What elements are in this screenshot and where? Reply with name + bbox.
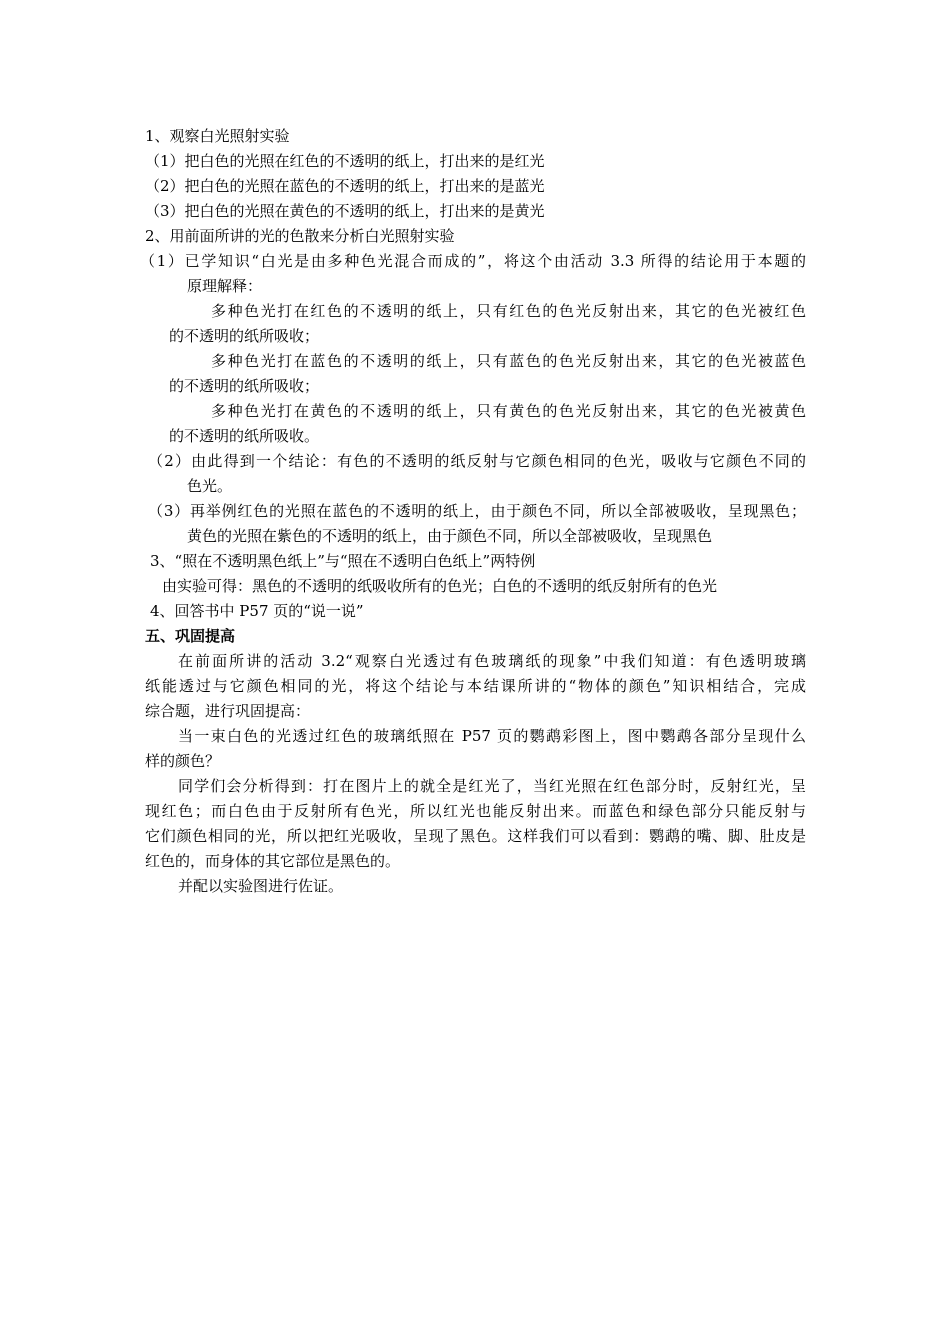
text-line: 现红色；而白色由于反射所有色光，所以红光也能反射出来。而蓝色和绿色部分只能反射与 bbox=[145, 802, 806, 820]
text-line: （3）再举例红色的光照在蓝色的不透明的纸上，由于颜色不同，所以全部被吸收，呈现黑色； bbox=[148, 502, 806, 520]
text-line: 红色的，而身体的其它部位是黑色的。 bbox=[145, 852, 401, 870]
text-line: 样的颜色？ bbox=[145, 752, 221, 770]
text-line: （3）把白色的光照在黄色的不透明的纸上，打出来的是黄光 bbox=[145, 202, 545, 220]
text-line: 并配以实验图进行佐证。 bbox=[178, 877, 344, 895]
text-line: 原理解释： bbox=[187, 277, 263, 295]
text-line: 多种色光打在蓝色的不透明的纸上，只有蓝色的色光反射出来，其它的色光被蓝色 bbox=[211, 352, 806, 370]
text-line: 的不透明的纸所吸收。 bbox=[169, 427, 320, 445]
text-line: 在前面所讲的活动 3.2“观察白光透过有色玻璃纸的现象”中我们知道：有色透明玻璃 bbox=[178, 652, 806, 670]
heading-4: 4、回答书中 P57 页的“说一说” bbox=[150, 602, 364, 620]
heading-3: 3、“照在不透明黑色纸上”与“照在不透明白色纸上”两特例 bbox=[150, 552, 536, 570]
text-line: 的不透明的纸所吸收； bbox=[169, 327, 320, 345]
text-line: 综合题，进行巩固提高： bbox=[145, 702, 311, 720]
text-line: 当一束白色的光透过红色的玻璃纸照在 P57 页的鹦鹉彩图上，图中鹦鹉各部分呈现什么 bbox=[178, 727, 806, 745]
text-line: （2）把白色的光照在蓝色的不透明的纸上，打出来的是蓝光 bbox=[145, 177, 545, 195]
text-line: 的不透明的纸所吸收； bbox=[169, 377, 320, 395]
heading-2: 2、用前面所讲的光的色散来分析白光照射实验 bbox=[145, 227, 455, 245]
heading-1: 1、观察白光照射实验 bbox=[145, 127, 290, 145]
text-line: 它们颜色相同的光，所以把红光吸收，呈现了黑色。这样我们可以看到：鹦鹉的嘴、脚、肚皮是 bbox=[145, 827, 806, 845]
text-line: 同学们会分析得到：打在图片上的就全是红光了，当红光照在红色部分时，反射红光，呈 bbox=[178, 777, 806, 795]
section-title: 五、巩固提高 bbox=[145, 627, 236, 645]
text-line: 由实验可得：黑色的不透明的纸吸收所有的色光；白色的不透明的纸反射所有的色光 bbox=[162, 577, 718, 595]
text-line: 多种色光打在黄色的不透明的纸上，只有黄色的色光反射出来，其它的色光被黄色 bbox=[211, 402, 806, 420]
text-line: 多种色光打在红色的不透明的纸上，只有红色的色光反射出来，其它的色光被红色 bbox=[211, 302, 806, 320]
text-line: （1）把白色的光照在红色的不透明的纸上，打出来的是红光 bbox=[145, 152, 545, 170]
text-line: 纸能透过与它颜色相同的光，将这个结论与本结课所讲的“物体的颜色”知识相结合，完成 bbox=[145, 677, 806, 695]
text-line: 色光。 bbox=[187, 477, 233, 495]
text-line: 黄色的光照在紫色的不透明的纸上，由于颜色不同，所以全部被吸收，呈现黑色 bbox=[187, 527, 713, 545]
text-line: （2）由此得到一个结论：有色的不透明的纸反射与它颜色相同的色光，吸收与它颜色不同的 bbox=[148, 452, 806, 470]
text-line: （1）已学知识“白光是由多种色光混合而成的”，将这个由活动 3.3 所得的结论用于本题的 bbox=[140, 252, 806, 270]
